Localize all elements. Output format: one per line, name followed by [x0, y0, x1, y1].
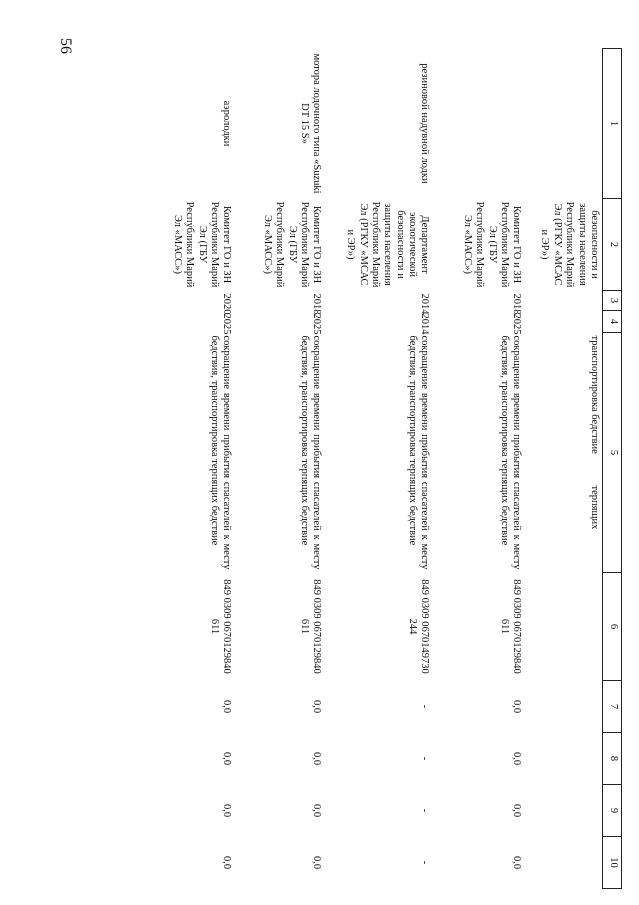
cell-executor: Департамент экологической безопасности и защиты населения Республики Марий Эл (РГКУ «МСАС и ЭР») [345, 201, 431, 288]
cell-executor: Комитет ГО и ЗН Республики Марий Эл (ГБУ Республики Марий Эл «МАСС») [172, 201, 233, 288]
cell-value: 0,0 [511, 855, 523, 870]
cell-executor: Комитет ГО и ЗН Республики Марий Эл (ГБУ Республики Марий Эл «МАСС») [262, 201, 323, 288]
cell-start-year: 2020 [221, 293, 233, 315]
cell-name: резиновой надувной лодки [419, 63, 431, 184]
table-row [525, 49, 603, 889]
column-header: 4 [603, 311, 622, 333]
cell-value: 0,0 [511, 751, 523, 766]
cell-value: - [419, 756, 431, 761]
cell-result: сокращение времени прибытия спасателей к месту бедствия, транспортировка терпящих бедствие [299, 335, 323, 570]
cell-value [525, 785, 603, 837]
cell-executor: Комитет ГО и ЗН Республики Марий Эл (ГБУ Республики Марий Эл «МАСС») [462, 201, 523, 288]
cell-result: сокращение времени прибытия спасателей к месту бедствия, транспортировка терпящих бедствие [499, 335, 523, 570]
cell-value: 0,0 [511, 699, 523, 714]
column-header: 10 [603, 837, 622, 889]
table-row [145, 49, 235, 889]
cell-result: транспортировка бедствие [589, 335, 600, 454]
cell-end-year: 2025 [221, 313, 233, 335]
cell-result: сокращение времени прибытия спасателей к месту бедствия, транспортировка терпящих бедствие [407, 335, 431, 570]
table-row [235, 49, 325, 889]
column-header: 5 [603, 333, 622, 573]
cell-result: сокращение времени прибытия спасателей к месту бедствия, транспортировка терпящих бедствие [209, 335, 233, 570]
cell-result-continued: терпящих [589, 485, 600, 530]
table-row [325, 49, 433, 889]
table-header-row [603, 49, 622, 889]
cell-end-year [525, 311, 603, 333]
cell-budget-code: 849 0309 0670129840 611 [299, 579, 323, 674]
cell-name [525, 49, 603, 199]
table-row [433, 49, 525, 889]
cell-value [525, 837, 603, 889]
column-header: 1 [603, 49, 622, 199]
cell-value: 0,0 [311, 699, 323, 714]
cell-start-year [525, 291, 603, 311]
cell-value: 0,0 [311, 855, 323, 870]
cell-value [525, 733, 603, 785]
column-header: 3 [603, 291, 622, 311]
cell-executor: безопасности и защиты населения Республики Марий Эл (РГКУ «МСАС и ЭР») [539, 201, 600, 288]
cell-value: 0,0 [221, 699, 233, 714]
cell-start-year: 2018 [311, 293, 323, 315]
cell-value [525, 681, 603, 733]
cell-end-year: 2014 [419, 313, 431, 335]
cell-value: 0,0 [511, 803, 523, 818]
cell-budget-code: 849 0309 0670149730 244 [407, 579, 431, 674]
program-table [145, 48, 623, 889]
cell-end-year: 2025 [511, 313, 523, 335]
cell-budget-code: 849 0309 0670129840 611 [499, 579, 523, 674]
column-header: 8 [603, 733, 622, 785]
cell-value: 0,0 [221, 855, 233, 870]
cell-start-year: 2014 [419, 293, 431, 315]
cell-value: - [419, 860, 431, 865]
page-number: 56 [57, 38, 74, 54]
cell-value: 0,0 [221, 751, 233, 766]
cell-value: - [419, 704, 431, 709]
cell-name: аэролодки [221, 100, 233, 147]
cell-name [433, 49, 525, 199]
cell-value: 0,0 [221, 803, 233, 818]
rotated-table-sheet [92, 48, 622, 878]
column-header: 9 [603, 785, 622, 837]
column-header: 6 [603, 573, 622, 681]
cell-end-year: 2025 [311, 313, 323, 335]
cell-name: мотора лодочного типа «Suzuki DT 15 S» [299, 53, 323, 194]
column-header: 2 [603, 199, 622, 291]
cell-budget-code [525, 573, 603, 681]
cell-value: - [419, 808, 431, 813]
column-header: 7 [603, 681, 622, 733]
cell-value: 0,0 [311, 751, 323, 766]
cell-start-year: 2018 [511, 293, 523, 315]
cell-budget-code: 849 0309 0670129840 611 [209, 579, 233, 674]
cell-value: 0,0 [311, 803, 323, 818]
